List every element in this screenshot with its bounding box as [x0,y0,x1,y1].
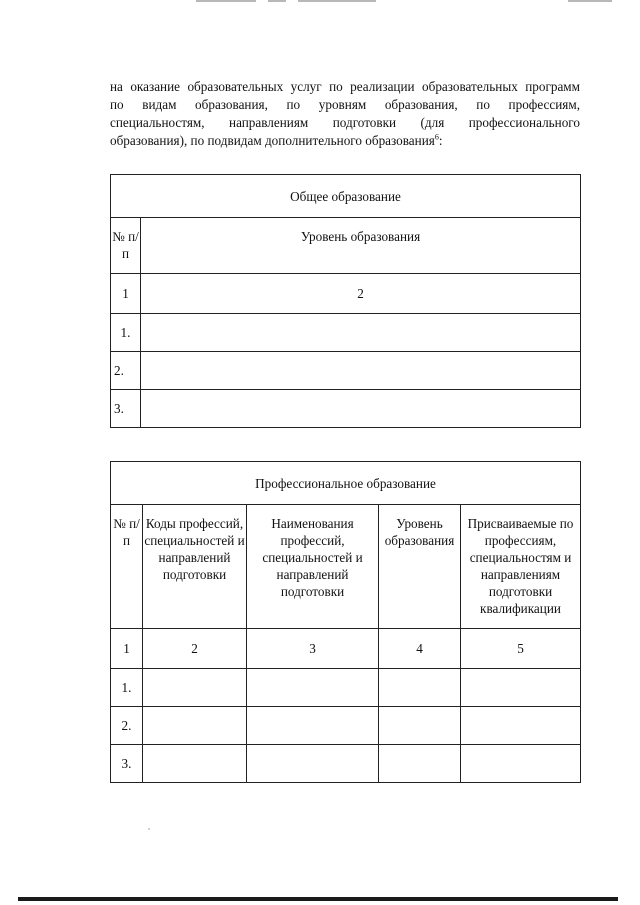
footnote-marker: 6 [434,132,439,142]
row-number: 1. [111,314,141,352]
bottom-edge-rule [18,897,618,901]
header-codes: Коды профессий, специальностей и направлений подготовки [143,505,247,629]
scan-artifact [196,0,256,2]
intro-paragraph [110,78,580,150]
column-number: 4 [379,629,461,669]
codes-cell[interactable] [143,669,247,707]
table-caption: Общее образование [111,175,581,218]
scan-speck [148,828,150,830]
level-cell[interactable] [379,707,461,745]
row-number: 1. [111,669,143,707]
header-num: № п/п [111,505,143,629]
table-row [111,669,581,707]
professional-education-table [110,461,581,783]
level-cell[interactable] [141,390,581,428]
column-number: 2 [143,629,247,669]
column-number: 2 [141,274,581,314]
header-level: Уровень образования [379,505,461,629]
table-row [111,314,581,352]
qualifications-cell[interactable] [461,669,581,707]
intro-line: на оказание образовательных услуг по реализации образовательных программ [110,79,580,94]
column-number: 3 [247,629,379,669]
intro-colon: : [438,133,443,148]
header-names: Наименования профессий, специальностей и направлений подготовки [247,505,379,629]
level-cell[interactable] [379,669,461,707]
table-row [111,352,581,390]
names-cell[interactable] [247,745,379,783]
general-education-table [110,174,581,428]
level-cell[interactable] [379,745,461,783]
qualifications-cell[interactable] [461,707,581,745]
row-number: 2. [111,707,143,745]
column-number: 1 [111,629,143,669]
scan-artifact [268,0,286,2]
header-num: № п/п [111,218,141,274]
intro-line-text: образования), по подвидам дополнительного образования [110,133,435,148]
table-row [111,745,581,783]
header-qualifications: Присваиваемые по профессиям, специальностям и направлениям подготовки квалификации [461,505,581,629]
table-row [111,707,581,745]
level-cell[interactable] [141,314,581,352]
names-cell[interactable] [247,669,379,707]
names-cell[interactable] [247,707,379,745]
header-level: Уровень образования [141,218,581,274]
intro-line: по видам образования, по уровням образования, по профессиям, [110,97,580,112]
qualifications-cell[interactable] [461,745,581,783]
column-number: 5 [461,629,581,669]
row-number: 3. [111,745,143,783]
codes-cell[interactable] [143,707,247,745]
scan-artifact [568,0,612,2]
table-caption: Профессиональное образование [111,462,581,505]
table-row [111,390,581,428]
row-number: 3. [111,390,141,428]
row-number: 2. [111,352,141,390]
column-number: 1 [111,274,141,314]
intro-line: специальностям, направлениям подготовки (для профессионального [110,115,580,130]
intro-line-last [110,132,580,150]
codes-cell[interactable] [143,745,247,783]
scan-artifact [298,0,376,2]
level-cell[interactable] [141,352,581,390]
